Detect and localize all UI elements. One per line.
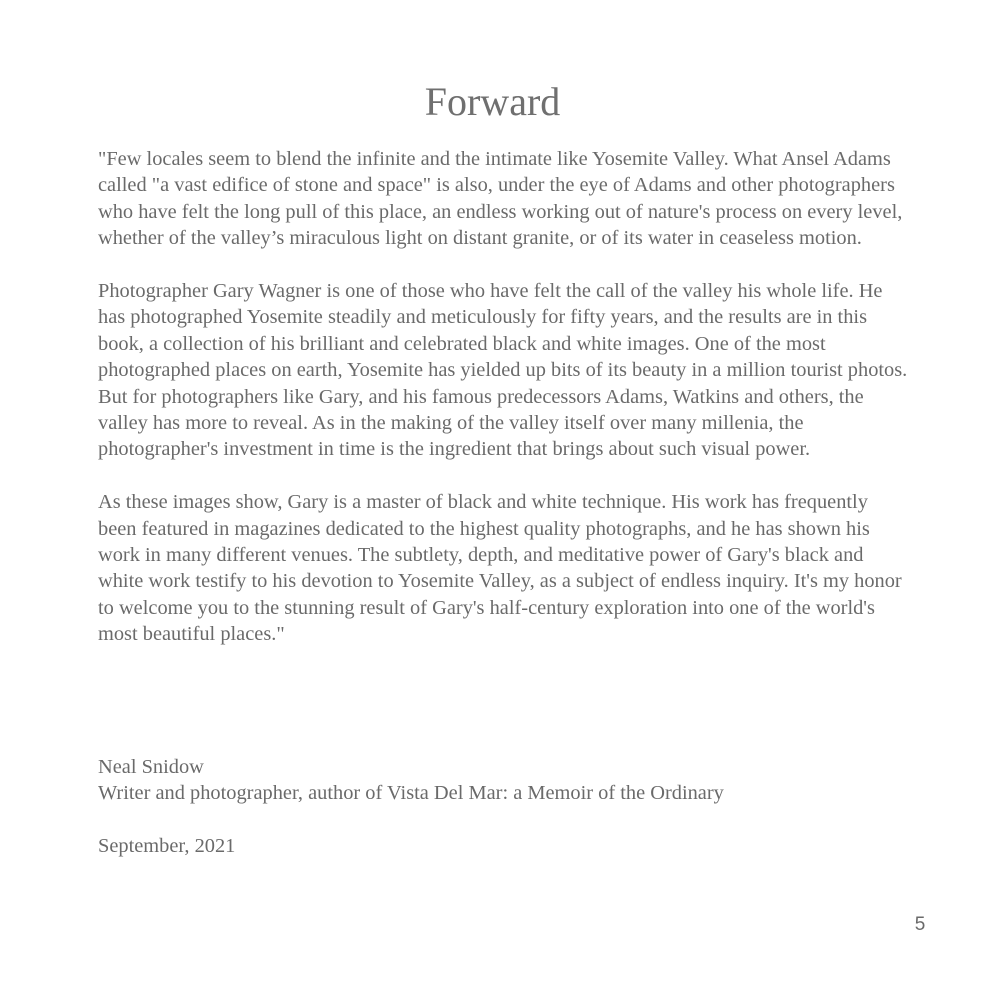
paragraph-3: As these images show, Gary is a master of black and white technique. His work has frequently been featured in magazines dedicated to the highest quality photographs, and he has shown his work in many different venues. The subtlety, depth, and meditative power of Gary's black and white work testify to his devotion to Yosemite Valley, as a subject of endless inquiry. It's my honor to welcome you to the stunning result of Gary's half-century exploration into one of the world's most beautiful places." (98, 491, 902, 646)
author-name: Neal Snidow (98, 756, 204, 778)
paragraph-2: Photographer Gary Wagner is one of those who have felt the call of the valley his whole life. He has photographed Yosemite steadily and meticulously for fifty years, and the results are in this book, a collection of his brilliant and celebrated black and white images. One of the most photographed places on earth, Yosemite has yielded up bits of its beauty in a million tourist photos. But for photographers like Gary, and his famous predecessors Adams, Watkins and others, the valley has more to reveal. As in the making of the valley itself over many millenia, the photographer's investment in time is the ingredient that brings about such visual power. (98, 280, 908, 461)
paragraph-1: "Few locales seem to blend the infinite and the intimate like Yosemite Valley. What Ansel Adams called "a vast edifice of stone and space" is also, under the eye of Adams and other photographers who have felt the long pull of this place, an endless working out of nature's process on every level, whether of the valley’s miraculous light on distant granite, or of its water in ceaseless motion. (98, 148, 903, 250)
page-title: Forward (424, 79, 561, 124)
signature-block (98, 754, 908, 807)
date-line: September, 2021 (98, 835, 236, 857)
foreword-body (98, 146, 908, 674)
author-role: Writer and photographer, author of Vista Del Mar: a Memoir of the Ordinary (98, 782, 724, 805)
page-number: 5 (914, 914, 926, 935)
